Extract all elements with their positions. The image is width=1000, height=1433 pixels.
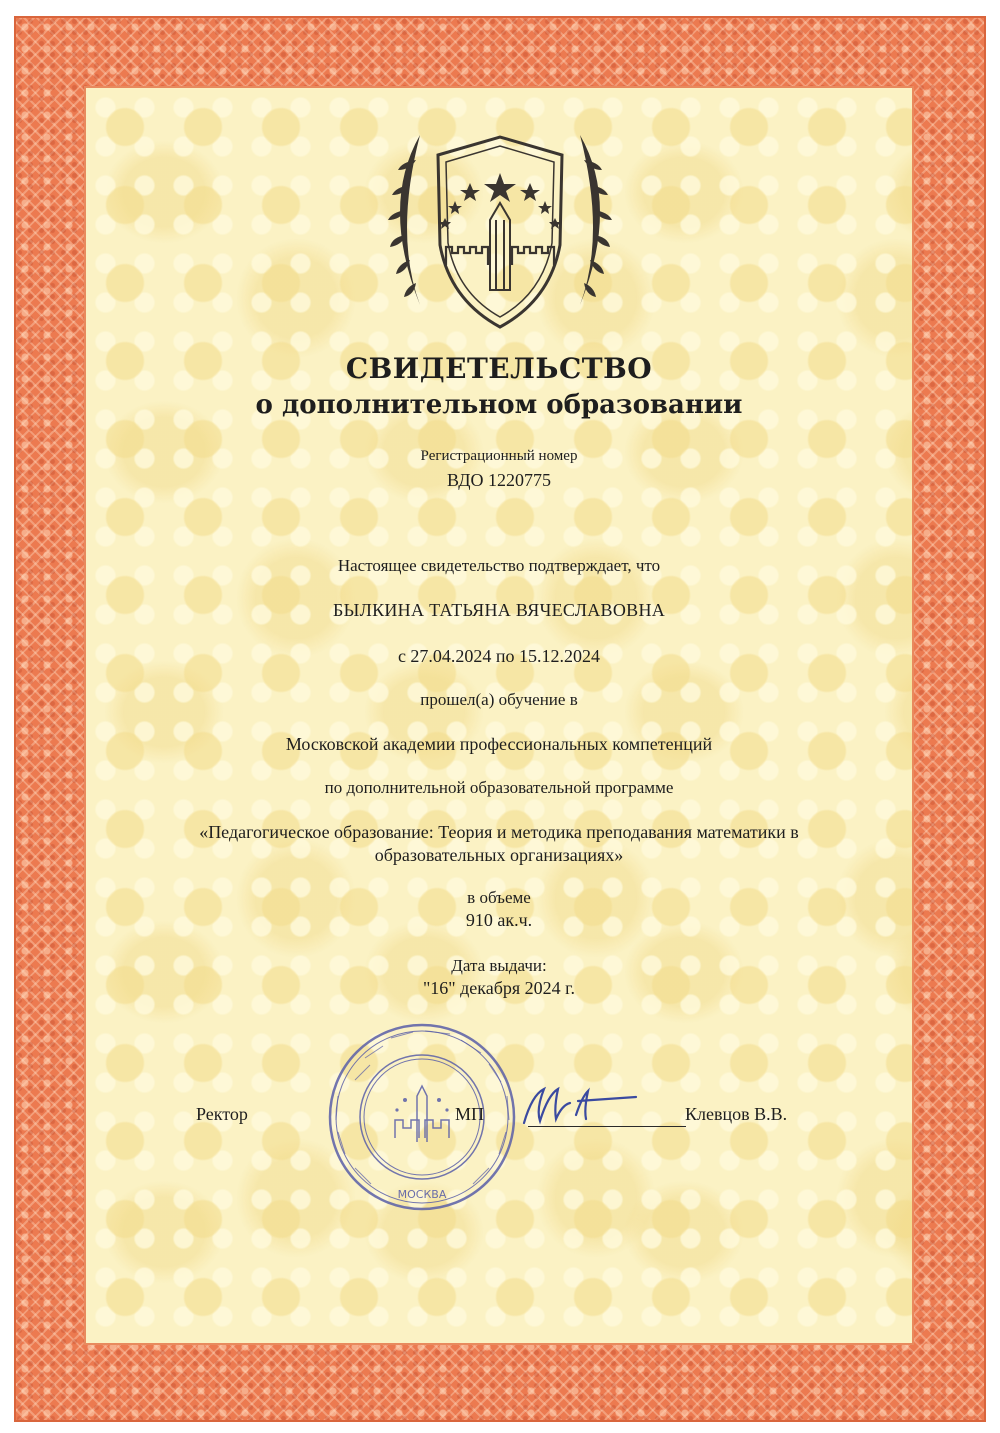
academy-emblem-icon (360, 115, 640, 345)
volume-value: 910 ак.ч. (465, 910, 533, 930)
registration-number: ВДО 1220775 (446, 470, 552, 490)
registration-label: Регистрационный номер (420, 448, 578, 464)
stamp-city-text: МОСКВА (397, 1188, 447, 1201)
study-period: с 27.04.2024 по 15.12.2024 (397, 646, 601, 666)
certificate-subtitle: о дополнительном образовании (255, 390, 743, 420)
rector-name: Клевцов В.В. (685, 1104, 788, 1124)
program-title-line2: образовательных организациях» (374, 845, 624, 865)
recipient-name: БЫЛКИНА ТАТЬЯНА ВЯЧЕСЛАВОВНА (332, 600, 666, 620)
institution-name: Московской академии профессиональных компетенций (285, 734, 713, 754)
issue-date-label: Дата выдачи: (451, 956, 547, 975)
issue-date: "16" декабря 2024 г. (422, 978, 576, 998)
signature-line (528, 1126, 686, 1127)
official-stamp-icon (325, 1020, 520, 1215)
rector-label: Ректор (196, 1104, 248, 1124)
confirmation-text: Настоящее свидетельство подтверждает, что (337, 556, 661, 575)
studied-text: прошел(а) обучение в (420, 690, 578, 709)
stamp-mark-label: МП (455, 1104, 485, 1124)
certificate-title: СВИДЕТЕЛЬСТВО (345, 352, 653, 385)
program-title-line1: «Педагогическое образование: Теория и методика преподавания математики в (199, 822, 799, 842)
volume-label: в объеме (467, 888, 531, 907)
program-label: по дополнительной образовательной программе (324, 778, 674, 797)
